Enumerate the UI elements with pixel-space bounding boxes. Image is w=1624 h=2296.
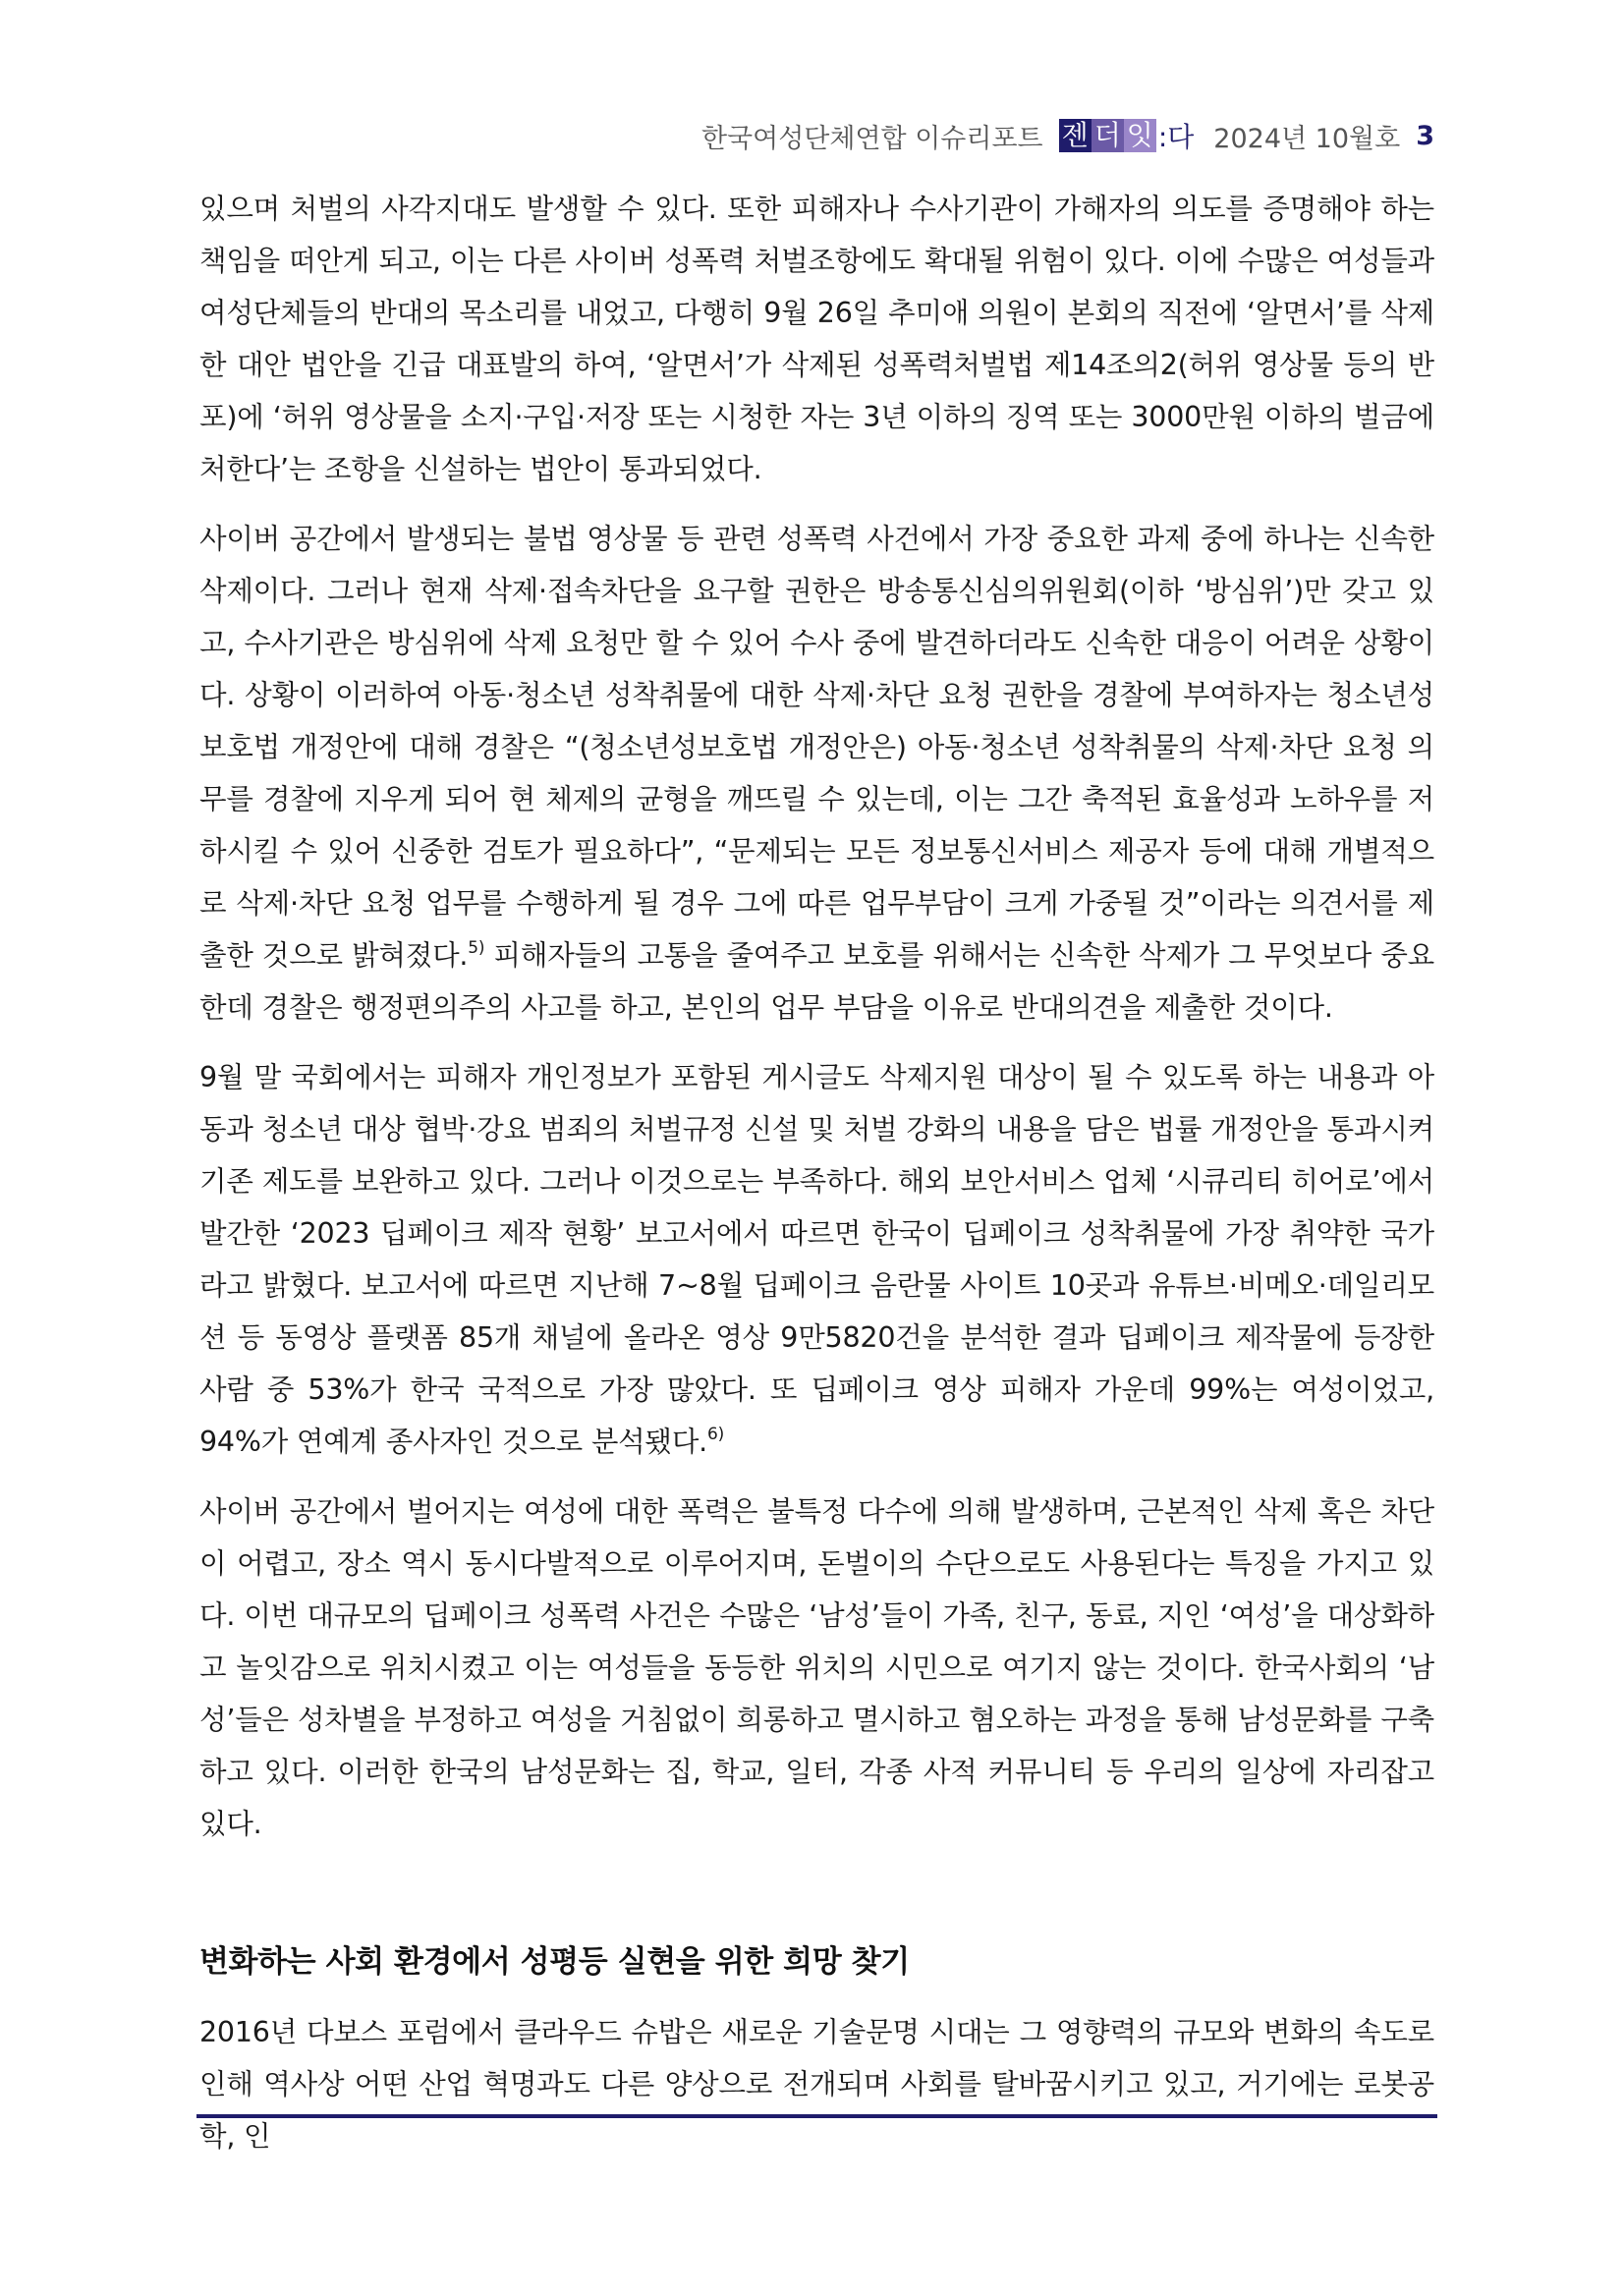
brand-chip-3: 잇 [1124, 119, 1156, 152]
brand-chip-2: 더 [1092, 119, 1124, 152]
paragraph-text: 사이버 공간에서 벌어지는 여성에 대한 폭력은 불특정 다수에 의해 발생하며, 근본적인 삭제 혹은 차단이 어렵고, 장소 역시 동시다발적으로 이루어지며, 돈벌이의 수단으로도 사용된다는 특징을 가지고 있다. 이번 대규모의 딥페이크 성폭력 사건은 수많은 ‘남성’들이 가족, 친구, 동료, 지인 ‘여성’을 대상화하고 놀잇감으로 위치시켰고 이는 여성들을 동등한 위치의 시민으로 여기지 않는 것이다. 한국사회의 ‘남성’들은 성차별을 부정하고 여성을 거침없이 희롱하고 멸시하고 혐오하는 과정을 통해 남성문화를 구축하고 있다. 이러한 한국의 남성문화는 집, 학교, 일터, 각종 사적 커뮤니티 등 우리의 일상에 자리잡고 있다. [199, 1495, 1434, 1840]
footnote-marker-5[interactable]: 5) [468, 938, 485, 958]
page-header [0, 116, 1434, 155]
footnote-marker-6[interactable]: 6) [707, 1425, 725, 1444]
article-body [199, 183, 1434, 2180]
brand-logo [1059, 116, 1195, 155]
page-number: 3 [1416, 120, 1434, 151]
paragraph-3 [199, 1051, 1434, 1468]
paragraph-text-continued: 피해자들의 고통을 줄여주고 보호를 위해서는 신속한 삭제가 그 무엇보다 중요한데 경찰은 행정편의주의 사고를 하고, 본인의 업무 부담을 이유로 반대의견을 제출한 것이다. [199, 939, 1434, 1024]
footer-divider [196, 2114, 1437, 2118]
paragraph-text: 2016년 다보스 포럼에서 클라우드 슈밥은 새로운 기술문명 시대는 그 영향력의 규모와 변화의 속도로 인해 역사상 어떤 산업 혁명과도 다른 양상으로 전개되며 사회를 탈바꿈시키고 있고, 거기에는 로봇공학, 인 [199, 2016, 1434, 2153]
section-paragraph [199, 2006, 1434, 2162]
paragraph-2 [199, 513, 1434, 1034]
section-heading: 변화하는 사회 환경에서 성평등 실현을 위한 희망 찾기 [199, 1944, 910, 1980]
publisher-name: 한국여성단체연합 이슈리포트 [700, 123, 1043, 154]
brand-rest: :다 [1157, 121, 1195, 153]
paragraph-4 [199, 1485, 1434, 1850]
issue-date: 2024년 10월호 [1213, 123, 1401, 154]
paragraph-text: 9월 말 국회에서는 피해자 개인정보가 포함된 게시글도 삭제지원 대상이 될 수 있도록 하는 내용과 아동과 청소년 대상 협박·강요 범죄의 처벌규정 신설 및 처벌 강화의 내용을 담은 법률 개정안을 통과시켜 기존 제도를 보완하고 있다. 그러나 이것으로는 부족하다. 해외 보안서비스 업체 ‘시큐리티 히어로’에서 발간한 ‘2023 딥페이크 제작 현황’ 보고서에서 따르면 한국이 딥페이크 성착취물에 가장 취약한 국가라고 밝혔다. 보고서에 따르면 지난해 7~8월 딥페이크 음란물 사이트 10곳과 유튜브·비메오·데일리모션 등 동영상 플랫폼 85개 채널에 올라온 영상 9만5820건을 분석한 결과 딥페이크 제작물에 등장한 사람 중 53%가 한국 국적으로 가장 많았다. 또 딥페이크 영상 피해자 가운데 99%는 여성이었고, 94%가 연예계 종사자인 것으로 분석됐다. [199, 1061, 1434, 1458]
paragraph-1 [199, 183, 1434, 495]
brand-chip-1: 젠 [1059, 119, 1092, 152]
paragraph-text: 있으며 처벌의 사각지대도 발생할 수 있다. 또한 피해자나 수사기관이 가해자의 의도를 증명해야 하는 책임을 떠안게 되고, 이는 다른 사이버 성폭력 처벌조항에도 확대될 위험이 있다. 이에 수많은 여성들과 여성단체들의 반대의 목소리를 내었고, 다행히 9월 26일 추미애 의원이 본회의 직전에 ‘알면서’를 삭제한 대안 법안을 긴급 대표발의 하여, ‘알면서’가 삭제된 성폭력처벌법 제14조의2(허위 영상물 등의 반포)에 ‘허위 영상물을 소지·구입·저장 또는 시청한 자는 3년 이하의 징역 또는 3000만원 이하의 벌금에 처한다’는 조항을 신설하는 법안이 통과되었다. [199, 193, 1434, 485]
paragraph-text: 사이버 공간에서 발생되는 불법 영상물 등 관련 성폭력 사건에서 가장 중요한 과제 중에 하나는 신속한 삭제이다. 그러나 현재 삭제·접속차단을 요구할 권한은 방송통신심의위원회(이하 ‘방심위’)만 갖고 있고, 수사기관은 방심위에 삭제 요청만 할 수 있어 수사 중에 발견하더라도 신속한 대응이 어려운 상황이다. 상황이 이러하여 아동·청소년 성착취물에 대한 삭제·차단 요청 권한을 경찰에 부여하자는 청소년성보호법 개정안에 대해 경찰은 “(청소년성보호법 개정안은) 아동·청소년 성착취물의 삭제·차단 요청 의무를 경찰에 지우게 되어 현 체제의 균형을 깨뜨릴 수 있는데, 이는 그간 축적된 효율성과 노하우를 저하시킬 수 있어 신중한 검토가 필요하다”, “문제되는 모든 정보통신서비스 제공자 등에 대해 개별적으로 삭제·차단 요청 업무를 수행하게 될 경우 그에 따른 업무부담이 크게 가중될 것”이라는 의견서를 제출한 것으로 밝혀졌다. [199, 523, 1434, 972]
